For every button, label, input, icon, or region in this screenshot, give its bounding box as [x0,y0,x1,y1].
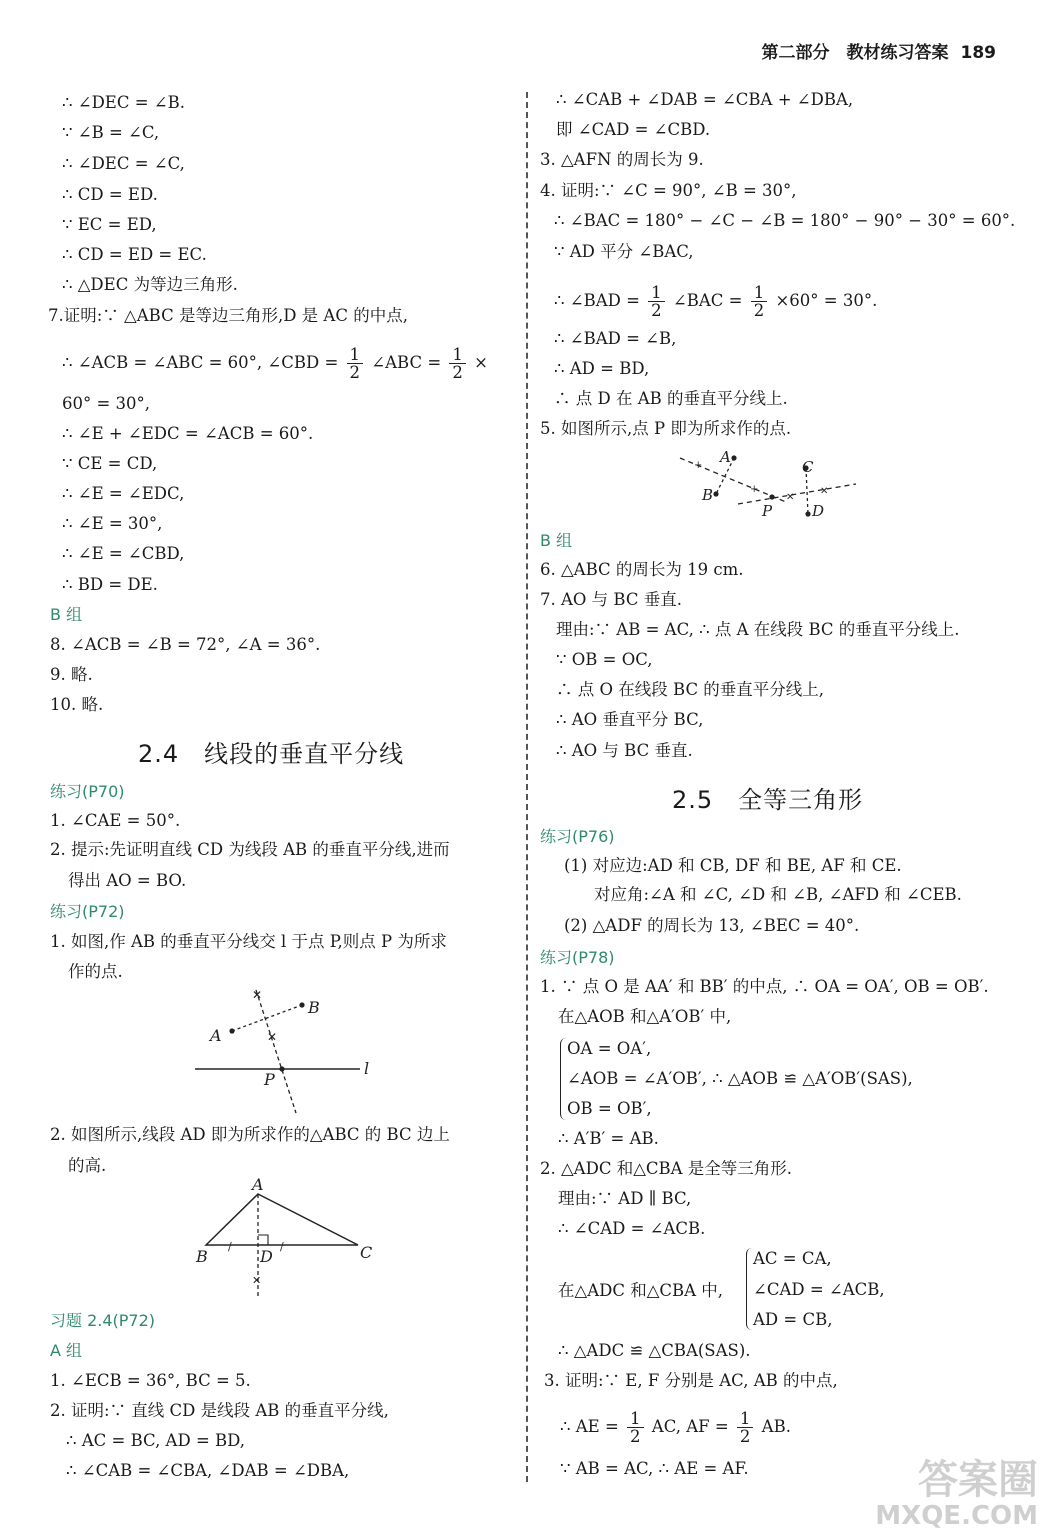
text-line: 3. 证明:∵ E, F 分别是 AC, AB 的中点, [544,1371,838,1390]
svg-text:✕: ✕ [820,486,829,497]
text-line: ∵ ∠B = ∠C, [62,123,160,142]
text-fragment: ∠BAC = [672,291,743,310]
text-line: 8. ∠ACB = ∠B = 72°, ∠A = 36°. [50,635,321,654]
text-line: 7. AO 与 BC 垂直. [540,590,682,609]
figure-triangle-altitude [192,1175,382,1305]
text-line: 得出 AO = BO. [68,871,187,890]
exercise-heading: 习题 2.4(P72) [50,1311,156,1330]
column-divider [526,92,528,1482]
text-line: ∴ △ADC ≌ △CBA(SAS). [558,1341,751,1360]
text-line: ∴ ∠DEC = ∠B. [62,93,185,112]
text-line [554,284,877,319]
fraction: $\frac{1}{2}$ [449,346,466,381]
label-C: C [802,458,814,476]
text-line: 对应角:∠A 和 ∠C, ∠D 和 ∠B, ∠AFD 和 ∠CEB. [594,885,962,904]
svg-text:+: + [750,484,759,495]
text-line: 2. 提示:先证明直线 CD 为线段 AB 的垂直平分线,进而 [50,840,450,859]
text-line: ∴ ∠CAB = ∠CBA, ∠DAB = ∠DBA, [66,1461,350,1480]
text-fragment: × [474,353,488,372]
text-line: (1) 对应边:AD 和 CB, DF 和 BE, AF 和 CE. [564,856,902,875]
text-line: ∴ ∠E = 30°, [62,514,163,533]
text-line [62,346,488,381]
text-fragment: ∴ ∠BAD = [554,291,640,310]
text-line: 1. ∠ECB = 36°, BC = 5. [50,1371,251,1390]
text-line: 2. 证明:∵ 直线 CD 是线段 AB 的垂直平分线, [50,1401,389,1420]
label-B: B [308,998,320,1017]
text-line: ∠CAD = ∠ACB, [753,1280,885,1299]
text-line: OB = OB′, [567,1099,652,1118]
text-line: 60° = 30°, [62,394,151,413]
label-P: P [762,502,773,520]
text-fragment: AB. [761,1417,791,1436]
exercise-heading: 练习(P76) [540,827,615,846]
text-line: ∵ AD 平分 ∠BAC, [554,242,694,261]
text-line: ∵ AB = AC, ∴ AE = AF. [560,1459,749,1478]
text-line: ∴ ∠DEC = ∠C, [62,154,185,173]
exercise-heading: 练习(P72) [50,902,125,921]
text-line: 10. 略. [50,695,104,714]
watermark [875,1458,1038,1530]
text-line: ∴ AO 垂直平分 BC, [556,710,704,729]
text-line: ∵ EC = ED, [62,215,157,234]
label-B: B [702,486,714,504]
text-line: ∴ AC = BC, AD = BD, [66,1431,246,1450]
text-line: ∠AOB = ∠A′OB′, ∴ △AOB ≌ △A′OB′(SAS), [567,1069,913,1088]
svg-text:✕: ✕ [267,1030,278,1044]
text-line: ∴ ∠E + ∠EDC = ∠ACB = 60°. [62,424,314,443]
text-fragment: AC, AF = [651,1417,729,1436]
text-line: 理由:∵ AD ∥ BC, [558,1189,692,1208]
label-P: P [264,1070,275,1089]
text-line: ∴ ∠CAD = ∠ACB. [558,1219,706,1238]
group-heading: B 组 [540,531,573,550]
text-line: 6. △ABC 的周长为 19 cm. [540,560,744,579]
exercise-heading: 练习(P78) [540,948,615,967]
svg-text:✕: ✕ [252,988,263,1002]
text-line: ∴ AD = BD, [554,359,650,378]
text-line: 在△AOB 和△A′OB′ 中, [558,1007,732,1026]
text-line: ∴ BD = DE. [62,575,158,594]
left-brace [560,1038,566,1120]
text-line: 2. 如图所示,线段 AD 即为所求作的△ABC 的 BC 边上 [50,1125,450,1144]
label-A: A [210,1026,222,1045]
section-title: 2.4 线段的垂直平分线 [138,740,405,768]
text-line: 7.证明:∵ △ABC 是等边三角形,D 是 AC 的中点, [48,306,408,325]
text-line: ∴ 点 D 在 AB 的垂直平分线上. [554,389,788,408]
text-fragment: ×60° = 30°. [775,291,878,310]
text-line: ∴ ∠CAB + ∠DAB = ∠CBA + ∠DBA, [556,90,854,109]
text-line: ∴ CD = ED = EC. [62,245,207,264]
text-fragment: ∴ AE = [560,1417,619,1436]
svg-text:✕: ✕ [252,1274,262,1287]
label-A: A [252,1175,264,1194]
text-line: 1. ∵ 点 O 是 AA′ 和 BB′ 的中点, ∴ OA = OA′, OB = OB′. [540,977,989,996]
text-line: AD = CB, [753,1310,833,1329]
page-number: 189 [960,43,996,63]
fraction: $\frac{1}{2}$ [751,284,768,319]
text-line: OA = OA′, [567,1039,652,1058]
text-line: (2) △ADF 的周长为 13, ∠BEC = 40°. [564,916,860,935]
label-l: l [364,1059,370,1078]
text-line: 1. 如图,作 AB 的垂直平分线交 l 于点 P,则点 P 为所求 [50,932,447,951]
text-line: ∴ △DEC 为等边三角形. [62,275,238,294]
text-fragment: ∴ ∠ACB = ∠ABC = 60°, ∠CBD = [62,353,339,372]
group-heading: B 组 [50,605,83,624]
watermark-logo: 答案圈 [918,1457,1038,1503]
label-D: D [260,1247,273,1266]
text-line [560,1410,791,1445]
text-line: ∵ OB = OC, [556,650,653,669]
text-line: AC = CA, [753,1249,832,1268]
text-line: ∴ A′B′ = AB. [558,1129,659,1148]
text-line: 即 ∠CAD = ∠CBD. [556,120,711,139]
text-line: ∴ ∠BAC = 180° − ∠C − ∠B = 180° − 90° − 30° = 60°. [554,211,1016,230]
svg-text:/: / [280,1240,284,1253]
label-B: B [196,1247,208,1266]
text-line: ∵ CE = CD, [62,454,158,473]
label-C: C [360,1243,373,1262]
figure-perpendicular-bisector [190,985,380,1120]
text-line: 理由:∵ AB = AC, ∴ 点 A 在线段 BC 的垂直平分线上. [556,620,960,639]
label-D: D [812,502,825,520]
text-line: ∴ ∠BAD = ∠B, [554,329,677,348]
watermark-url: MXQE.COM [875,1501,1038,1531]
svg-text:+: + [694,460,703,471]
svg-text:✕: ✕ [786,492,795,503]
page-header [762,38,997,63]
figure-point-construction [676,446,866,526]
text-line: 3. △AFN 的周长为 9. [540,150,704,169]
text-line: ∴ 点 O 在线段 BC 的垂直平分线上, [556,680,825,699]
text-line: 在△ADC 和△CBA 中, [558,1281,724,1300]
fraction: $\frac{1}{2}$ [737,1410,754,1445]
text-line: ∴ CD = ED. [62,185,158,204]
text-line: ∴ ∠E = ∠CBD, [62,544,185,563]
group-heading: A 组 [50,1341,83,1360]
fraction: $\frac{1}{2}$ [648,284,665,319]
label-A: A [720,448,731,466]
fraction: $\frac{1}{2}$ [627,1410,644,1445]
text-fragment: ∠ABC = [371,353,442,372]
svg-text:/: / [228,1240,232,1253]
text-line: 1. ∠CAE = 50°. [50,811,181,830]
text-line: 4. 证明:∵ ∠C = 90°, ∠B = 30°, [540,181,797,200]
header-section: 第二部分 教材练习答案 [761,43,949,63]
fraction: $\frac{1}{2}$ [347,346,364,381]
text-line: ∴ ∠E = ∠EDC, [62,484,185,503]
text-line: 作的点. [68,962,123,981]
text-line: 2. △ADC 和△CBA 是全等三角形. [540,1159,793,1178]
text-line: 的高. [68,1156,107,1175]
exercise-heading: 练习(P70) [50,782,125,801]
text-line: 5. 如图所示,点 P 即为所求作的点. [540,419,792,438]
text-line: ∴ AO 与 BC 垂直. [556,741,693,760]
section-title: 2.5 全等三角形 [672,786,864,814]
left-brace [746,1248,752,1330]
text-line: 9. 略. [50,665,93,684]
